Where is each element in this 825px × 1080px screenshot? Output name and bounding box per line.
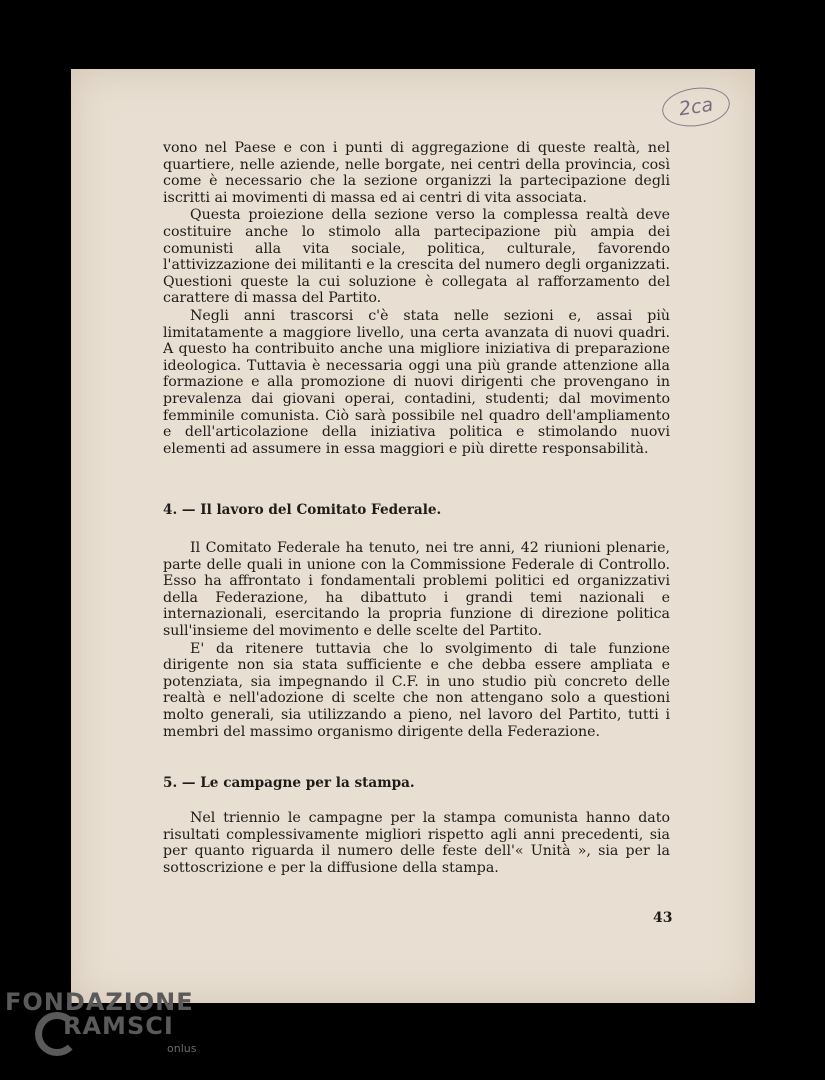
text-block-3 [163, 809, 670, 876]
paragraph: Negli anni trascorsi c'è stata nelle sezioni e, assai più limitatamente a maggiore livello, una certa avanzata di nuovi quadri. A questo ha contribuito anche una migliore iniziativa di preparazione ideologica. Tuttavia è necessaria oggi una più grande attenzione alla formazione e alla promozione di nuovi dirigenti che provengano in prevalenza dai giovani operai, contadini, studenti; dal movimento femminile comunista. Ciò sarà possibile nel quadro dell'ampliamento e dell'articolazione della iniziativa politica e stimolando nuovi elementi ad assumere in essa maggiori e più dirette responsabilità. [163, 307, 670, 457]
watermark-line1: FONDAZIONE [5, 988, 194, 1016]
paragraph: Il Comitato Federale ha tenuto, nei tre anni, 42 riunioni plenarie, parte delle quali in unione con la Commissione Federale di Controllo. Esso ha affrontato i fondamentali problemi politici ed organizzativi della Federazione, ha dibattuto i grandi temi nazionali e internazionali, esercitando la propria funzione di direzione politica sull'insieme del movimento e delle scelte del Partito. [163, 540, 670, 639]
section-heading-4: 4. — Il lavoro del Comitato Federale. [163, 502, 442, 518]
paragraph: Nel triennio le campagne per la stampa comunista hanno dato risultati complessivamente migliori rispetto agli anni precedenti, sia per quanto riguarda il numero delle feste dell'« Unità », sia per la sottoscrizione e per la diffusione della stampa. [163, 810, 670, 876]
paragraph: Questa proiezione della sezione verso la complessa realtà deve costituire anche lo stimolo alla partecipazione più ampia dei comunisti alla vita sociale, politica, culturale, favorendo l'attivizzazione dei militanti e la crescita del numero degli organizzati. Questioni queste la cui soluzione è collegata al rafforzamento del carattere di massa del Partito. [163, 207, 670, 307]
watermark-logo [5, 988, 196, 1055]
text-block-1 [163, 140, 670, 457]
section-heading-5: 5. — Le campagne per la stampa. [163, 775, 415, 791]
watermark-line2: RAMSCI [63, 1012, 174, 1040]
handwritten-annotation: 2ca [660, 83, 733, 130]
watermark-line3: onlus [167, 1042, 197, 1055]
g-logo-icon [35, 1012, 79, 1056]
text-block-2 [163, 539, 670, 740]
paragraph: E' da ritenere tuttavia che lo svolgimento di tale funzione dirigente non sia stata sufficiente e che debba essere ampliata e potenziata, sia impegnando il C.F. in uno studio più concreto delle realtà e nell'adozione di scelte che non attengano solo a questioni molto generali, sia utilizzando a pieno, nel lavoro del Partito, tutti i membri del massimo organismo dirigente della Federazione. [163, 640, 670, 740]
page-number: 43 [653, 910, 673, 926]
paragraph: vono nel Paese e con i punti di aggregazione di queste realtà, nel quartiere, nelle aziende, nelle borgate, nei centri della provincia, così come è necessario che la sezione organizzi la partecipazione degli iscritti ai movimenti di massa ed ai centri di vita associata. [163, 140, 670, 206]
